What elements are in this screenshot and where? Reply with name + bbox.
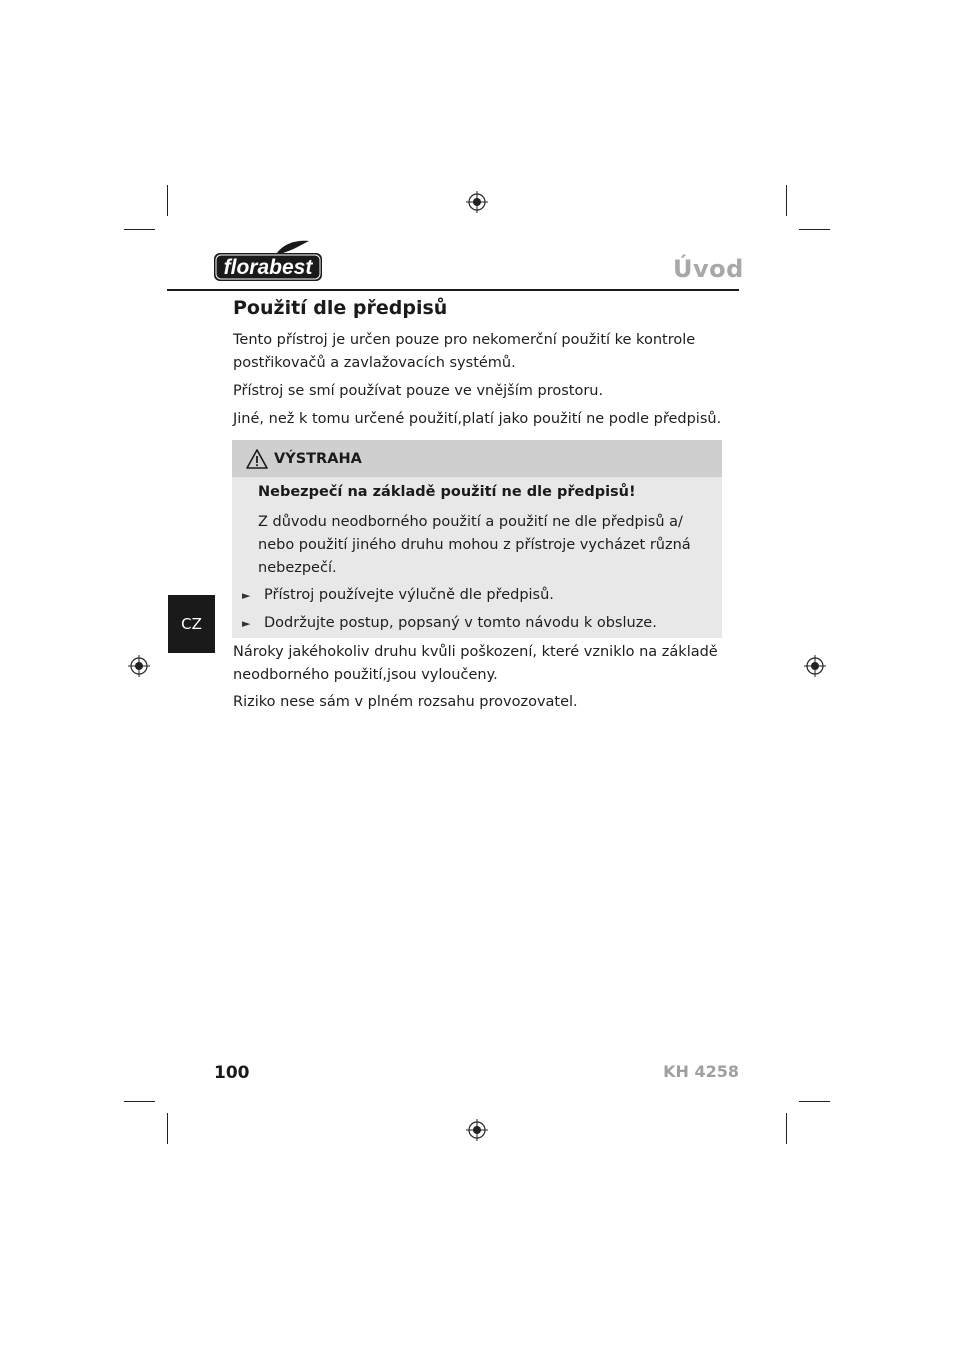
crop-mark [167,1113,168,1144]
registration-mark-icon [466,191,488,213]
warning-bullet: Dodržujte postup, popsaný v tomto návodu k obsluze. [264,615,657,631]
registration-mark-icon [466,1119,488,1141]
section-title: Úvod [673,255,744,283]
paragraph: Tento přístroj je určen pouze pro nekomerční použití ke kontrole postřikovačů a zavlažovacích systémů. [233,332,696,371]
logo-text: florabest [223,256,313,279]
model-number: KH 4258 [663,1062,739,1081]
paragraph: Riziko nese sám v plném rozsahu provozovatel. [233,694,578,710]
language-tab: CZ [168,595,215,653]
paragraph: Přístroj se smí používat pouze ve vnějším prostoru. [233,383,604,399]
bullet-arrow-icon: ► [242,617,251,630]
crop-mark [786,1113,787,1144]
header-rule [167,289,739,291]
registration-mark-icon [804,655,826,677]
registration-mark-icon [128,655,150,677]
warning-text: Z důvodu neodborného použití a použití ne dle předpisů a/ nebo použití jiného druhu mohou z přístroje vycházet různá nebezpečí. [258,514,691,576]
paragraph: Nároky jakéhokoliv druhu kvůli poškození, které vzniklo na základě neodborného použití,jsou vyloučeny. [233,644,718,683]
page-number: 100 [214,1063,250,1083]
paragraph: Jiné, než k tomu určené použití,platí jako použití ne podle předpisů. [233,411,722,427]
crop-mark [124,1101,155,1102]
warning-label: VÝSTRAHA [274,451,362,467]
bullet-arrow-icon: ► [242,589,251,602]
crop-mark [167,185,168,216]
warning-triangle-icon [246,449,268,469]
crop-mark [786,185,787,216]
warning-bullet: Přístroj používejte výlučně dle předpisů. [264,587,554,603]
crop-mark [799,1101,830,1102]
warning-title: Nebezpečí na základě použití ne dle předpisů! [258,484,636,500]
florabest-logo [213,240,323,282]
crop-mark [124,229,155,230]
page-heading: Použití dle předpisů [233,297,448,319]
crop-mark [799,229,830,230]
